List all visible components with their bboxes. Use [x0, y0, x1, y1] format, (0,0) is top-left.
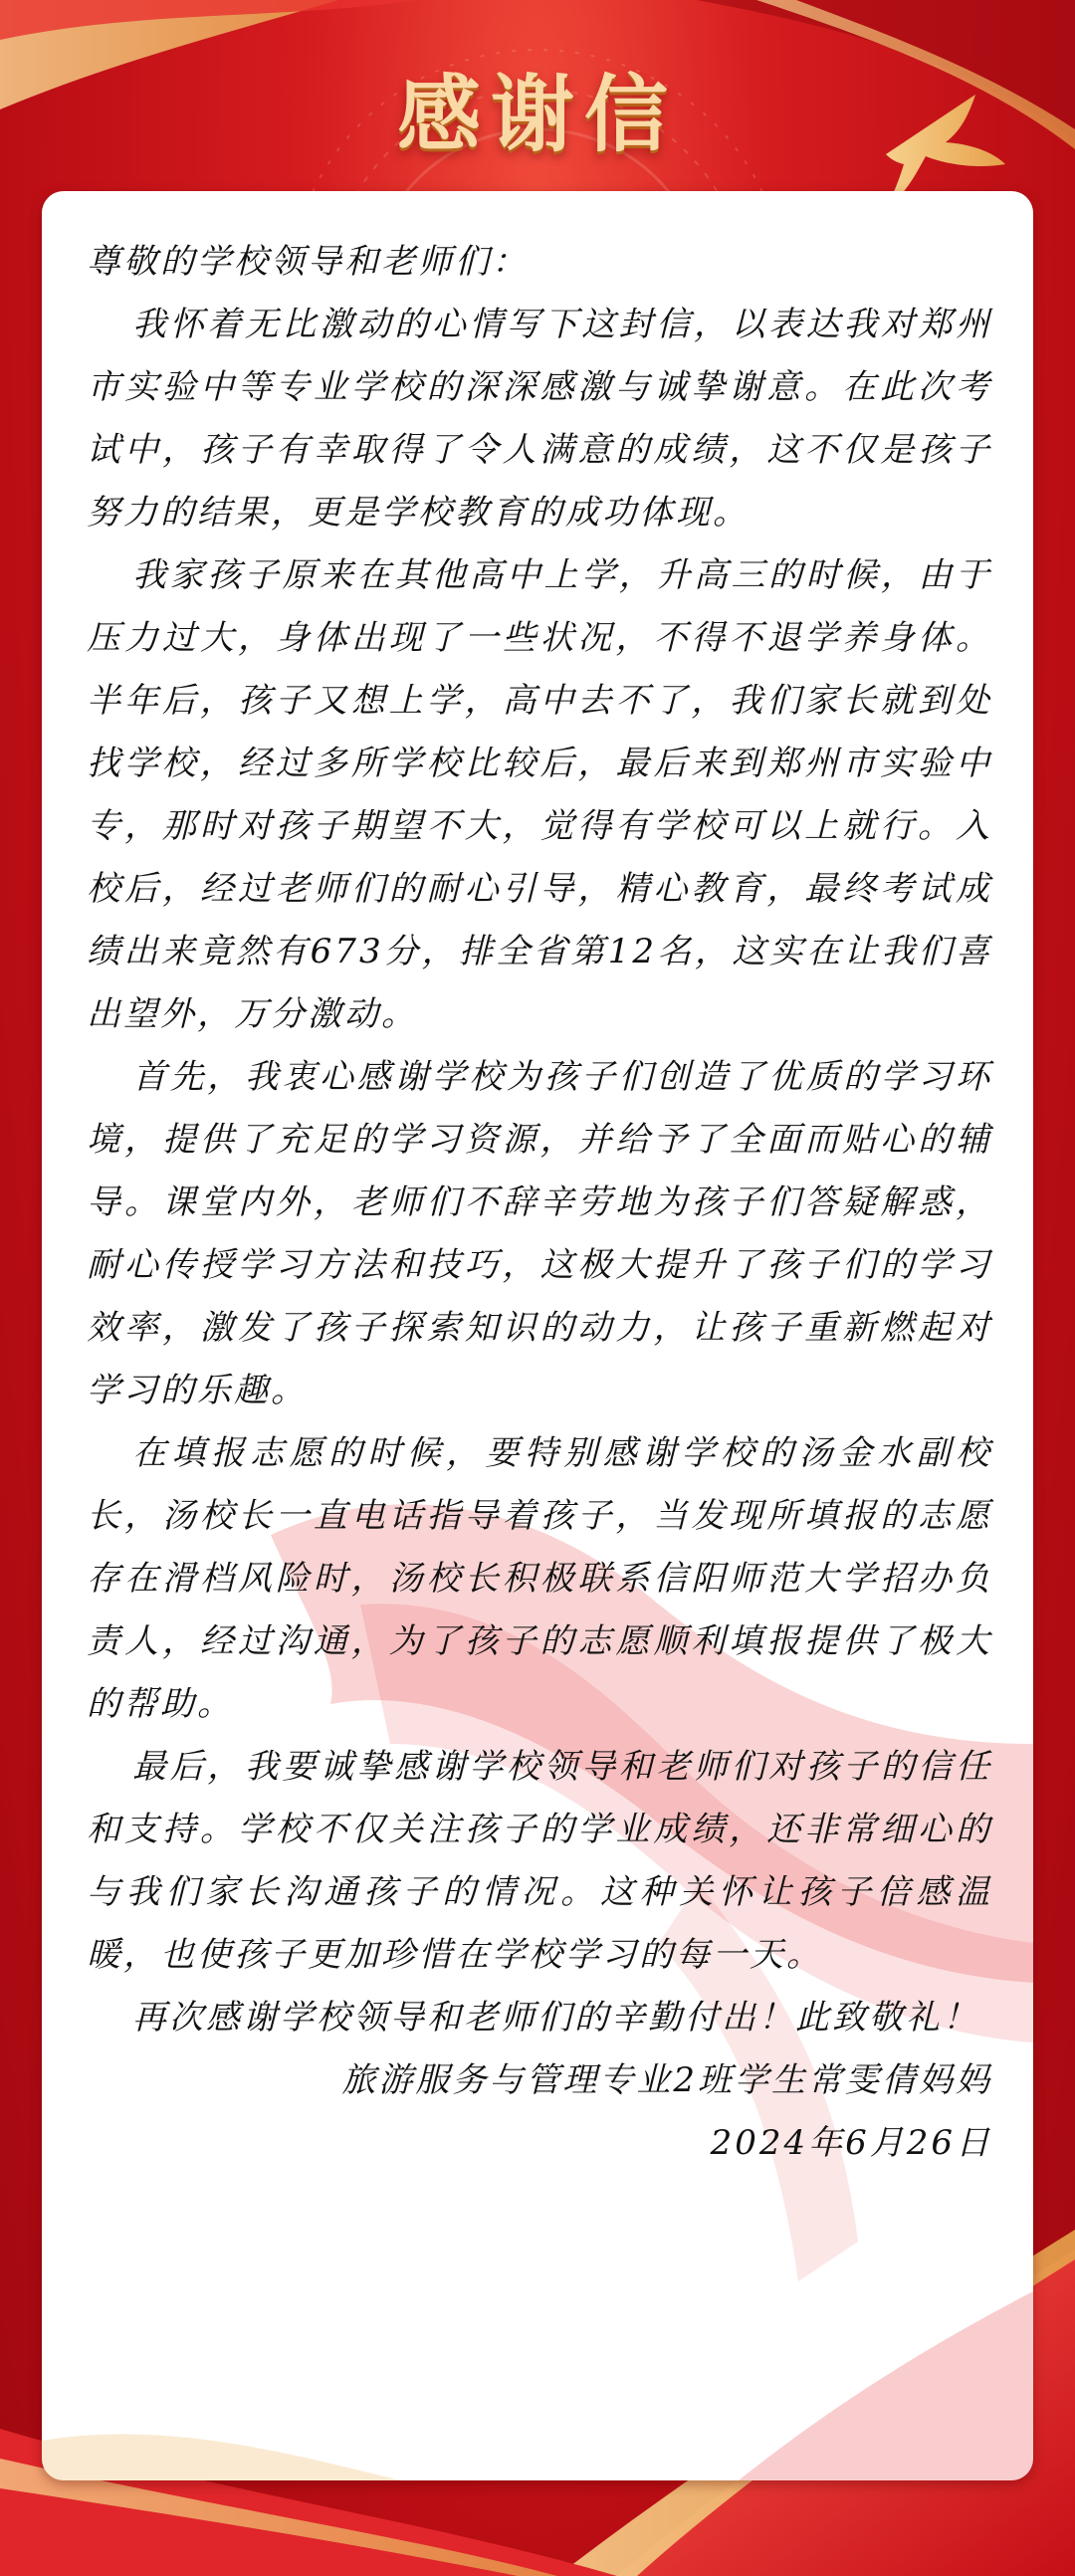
- letter-salutation: 尊敬的学校领导和老师们：: [87, 242, 529, 282]
- letter-paragraph-3: 首先，我衷心感谢学校为孩子们创造了优质的学习环境，提供了充足的学习资源，并给予了全面而贴心的辅导。课堂内外，老师们不辞辛劳地为孩子们答疑解惑，耐心传授学习方法和技巧，这极大提升了孩子们的学习效率，激发了孩子探索知识的动力，让孩子重新燃起对学习的乐趣。: [87, 1057, 992, 1410]
- letter-title: 感谢信: [396, 65, 678, 163]
- letter-paragraph-6: 再次感谢学校领导和老师们的辛勤付出！此致敬礼！: [132, 1998, 979, 2038]
- letter-paragraph-4: 在填报志愿的时候，要特别感谢学校的汤金水副校长，汤校长一直电话指导着孩子，当发现所填报的志愿存在滑档风险时，汤校长积极联系信阳师范大学招办负责人，经过沟通，为了孩子的志愿顺利填报提供了极大的帮助。: [87, 1433, 992, 1724]
- letter-paper: [42, 191, 1033, 2480]
- letter-paragraph-5: 最后，我要诚挚感谢学校领导和老师们对孩子的信任和支持。学校不仅关注孩子的学业成绩，还非常细心的与我们家长沟通孩子的情况。这种关怀让孩子倍感温暖，也使孩子更加珍惜在学校学习的每一天。: [87, 1747, 992, 1975]
- letter-date: 2024年6月26日: [710, 2123, 992, 2163]
- letter-signature: 旅游服务与管理专业2班学生常雯倩妈妈: [341, 2060, 992, 2100]
- letter-paragraph-1: 我怀着无比激动的心情写下这封信，以表达我对郑州市实验中等专业学校的深深感激与诚挚谢意。在此次考试中，孩子有幸取得了令人满意的成绩，这不仅是孩子努力的结果，更是学校教育的成功体现。: [87, 305, 992, 533]
- letter-paragraph-2: 我家孩子原来在其他高中上学，升高三的时候，由于压力过大，身体出现了一些状况，不得不退学养身体。半年后，孩子又想上学，高中去不了，我们家长就到处找学校，经过多所学校比较后，最后来到郑州市实验中专，那时对孩子期望不大，觉得有学校可以上就行。入校后，经过老师们的耐心引导，精心教育，最终考试成绩出来竟然有673分，排全省第12名，这实在让我们喜出望外，万分激动。: [87, 555, 992, 1034]
- letter-body: [87, 231, 992, 2175]
